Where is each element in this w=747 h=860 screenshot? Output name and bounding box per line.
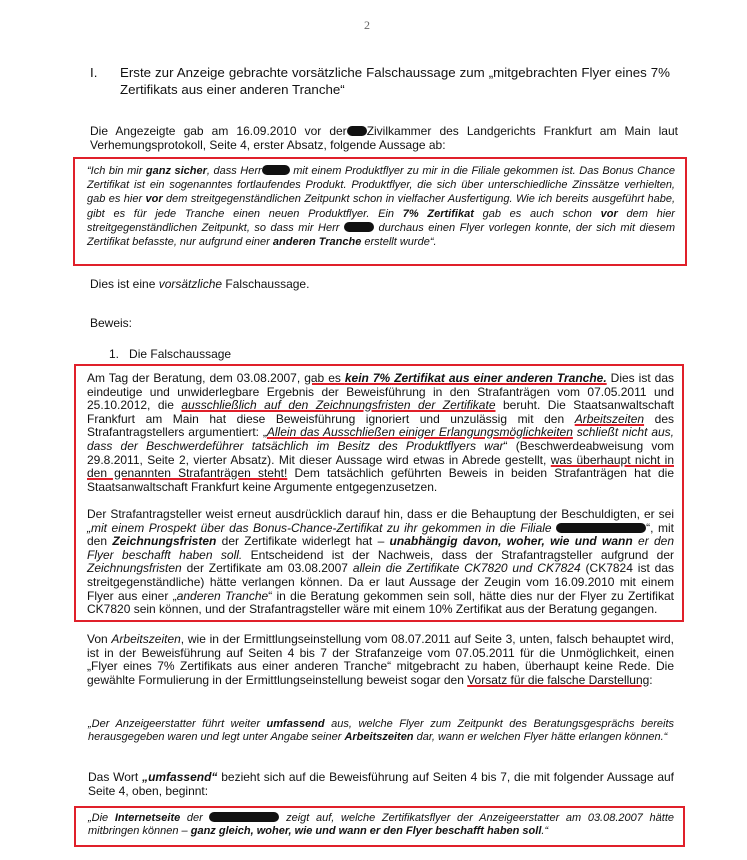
quote-1: “Ich bin mir ganz sicher, dass Herr mit einem Produktflyer zu mir in die Filiale gekommen ist. Das Bonus Chance Zertifikat ist ein sogenanntes fortlaufendes Produkt. Produktflyer, die sich über unterschiedliche Zinssätze verhielten, gab es hier vor dem streitgegenständlichen Zeitpunkt schon in vielfacher Ausfertigung. Wie ich bereits ausgeführt habe, gibt es für jede Tranche einen neuen Produktflyer. Ein 7% Zertifikat gab es auch schon vor dem hier streitgegenständlichen Zeitpunkt, so dass mir Herr durchaus einen Flyer vorlegen konnte, der sich mit diesem Zertifikat befasste, nur aufgrund einer anderen Tranche erstellt wurde“. <box>87 165 676 249</box>
heading-text: Erste zur Anzeige gebrachte vorsätzliche Falschaussage zum „mitgebrachten Flyer eines 7% Zertifikats aus einer anderen Tranche“ <box>120 65 670 97</box>
redaction <box>262 165 290 175</box>
heading-number: I. <box>90 65 98 80</box>
paragraph-umfassend: Das Wort „umfassend“ bezieht sich auf die Beweisführung auf Seiten 4 bis 7, die mit folgender Aussage auf Seite 4, oben, beginnt: <box>88 770 675 798</box>
quote-2: „Der Anzeigeerstatter führt weiter umfassend aus, welche Flyer zum Zeitpunkt des Beratungsgesprächs bereits herausgegeben waren und legt unter Angabe seiner Arbeitszeiten dar, wann er welchen Flyer hätte erlangen können.“ <box>88 718 674 743</box>
quote-3: „Die Internetseite der zeigt auf, welche Zertifikatsflyer der Anzeigeerstatter am 03.08.2007 hätte mitbringen können – ganz gleich, woher, wie und wann er den Flyer beschafft haben soll.“ <box>88 812 674 837</box>
paragraph-arbeitszeiten: Von Arbeitszeiten, wie in der Ermittlungseinstellung vom 08.07.2011 auf Seite 3, unten, falsch behauptet wird, ist in der Beweisführung auf Seiten 4 bis 7 der Strafanzeige vom 07.05.2011 für die Unmöglichkeit, einen „Flyer eines 7% Zertifikats aus einer anderen Tranche“ mitgebracht zu haben, überhaupt keine Rede. Die gewählte Formulierung in der Ermittlungseinstellung beweist sogar den Vorsatz für die falsche Darstellung: <box>87 632 674 687</box>
intro-paragraph: Die Angezeigte gab am 16.09.2010 vor der Zivilkammer des Landgerichts Frankfurt am Main laut Verhemungsprotokoll, Seite 4, erster Absatz, folgende Aussage ab: <box>90 124 678 152</box>
section-heading <box>90 64 670 98</box>
evidence-paragraph-1: Am Tag der Beratung, dem 03.08.2007, gab es kein 7% Zertifikat aus einer anderen Tranche. Dies ist das eindeutige und unwiderlegbare Ergebnis der Beweisführung in den Strafanträgen vom 07.05.2011 und 25.10.2012, die ausschließlich auf den Zeichnungsfristen der Zertifikate beruht. Die Staatsanwaltschaft Frankfurt am Main hat diese Beweisführung ignoriert und unzulässig mit den Arbeitszeiten des Strafantragstellers argumentiert: „Allein das Ausschließen einiger Erlangungsmöglichkeiten schließt nicht aus, dass der Beschwerdeführer tatsächlich im Besitz des Produktflyers war“ (Beschwerdeabweisung vom 29.8.2011, Seite 2, vierter Absatz). Mit dieser Aussage wird etwas in Abrede gestellt, was überhaupt nicht in den genannten Strafanträgen steht! Dem tatsächlich geführten Beweis in beiden Strafanträgen hat die Staatsanwaltschaft Frankfurt keine Argumente entgegenzusetzen. <box>87 371 675 494</box>
redaction <box>209 812 279 822</box>
beweis-label: Beweis: <box>90 316 133 330</box>
evidence-paragraph-2: Der Strafantragsteller weist erneut ausdrücklich darauf hin, dass er die Behauptung der Beschuldigten, er sei „mit einem Prospekt über das Bonus-Chance-Zertifikat zu ihr gekommen in die Filiale “, mit den Zeichnungsfristen der Zertifikate widerlegt hat – unabhängig davon, woher, wie und wann er den Flyer beschafft haben soll. Entscheidend ist der Nachweis, dass der Strafantragsteller aufgrund der Zeichnungsfristen der Zertifikate am 03.08.2007 allein die Zertifikate CK7820 und CK7824 (CK7824 ist das streitgegenständliche) hätte verlangen können. Da er laut Aussage der Zeugin vom 16.09.2010 mit einem Flyer aus einer „anderen Tranche“ in die Beratung gekommen sein soll, hätte dies nur der Flyer zu Zertifikat CK7820 sein können, und der Strafantragsteller wäre mit einem 10% Zertifikat aus der Beratung gegangen. <box>87 507 675 617</box>
redaction <box>344 222 374 232</box>
redaction <box>556 523 646 533</box>
list-item-falschaussage: 1. Die Falschaussage <box>109 347 232 361</box>
redaction <box>347 126 367 136</box>
page-number: 2 <box>364 18 370 32</box>
falsch-statement-1: Dies ist eine vorsätzliche Falschaussage. <box>90 277 310 291</box>
